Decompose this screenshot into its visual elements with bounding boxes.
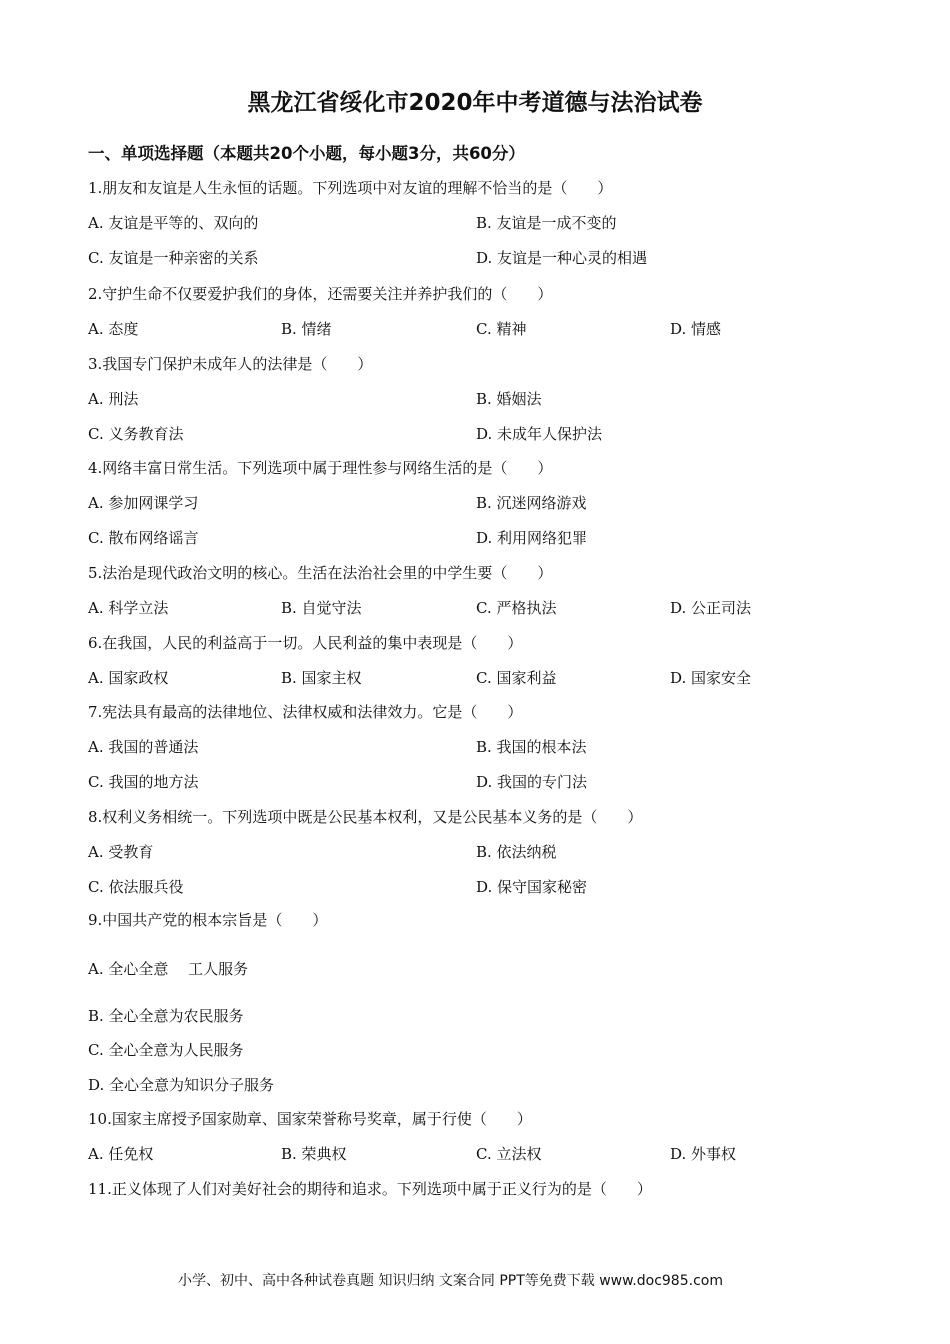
question-4-option-d: D. 利用网络犯罪 — [476, 529, 588, 547]
question-9-option-b: B. 全心全意为农民服务 — [88, 1007, 244, 1025]
question-6-option-c: C. 国家利益 — [476, 669, 557, 687]
question-2-option-d: D. 情感 — [670, 320, 722, 338]
question-3-option-b: B. 婚姻法 — [476, 390, 542, 408]
question-8-option-a: A. 受教育 — [88, 843, 154, 861]
question-6-option-d: D. 国家安全 — [670, 669, 752, 687]
question-8-stem: 8.权利义务相统一。下列选项中既是公民基本权利，又是公民基本义务的是（ ） — [88, 808, 643, 826]
question-3-option-d: D. 未成年人保护法 — [476, 425, 603, 443]
question-4-option-c: C. 散布网络谣言 — [88, 529, 199, 547]
question-11-stem: 11.正义体现了人们对美好社会的期待和追求。下列选项中属于正义行为的是（ ） — [88, 1180, 652, 1198]
question-4-stem: 4.网络丰富日常生活。下列选项中属于理性参与网络生活的是（ ） — [88, 459, 553, 477]
question-10-option-d: D. 外事权 — [670, 1145, 737, 1163]
question-8-option-d: D. 保守国家秘密 — [476, 878, 588, 896]
question-2-stem: 2.守护生命不仅要爱护我们的身体，还需要关注并养护我们的（ ） — [88, 285, 553, 303]
question-7-stem: 7.宪法具有最高的法律地位、法律权威和法律效力。它是（ ） — [88, 703, 523, 721]
question-1-stem: 1.朋友和友谊是人生永恒的话题。下列选项中对友谊的理解不恰当的是（ ） — [88, 179, 613, 197]
question-9-option-a: A. 全心全意 工人服务 — [88, 960, 249, 978]
question-4-option-a: A. 参加网课学习 — [88, 494, 199, 512]
question-7-option-b: B. 我国的根本法 — [476, 738, 587, 756]
question-7-option-a: A. 我国的普通法 — [88, 738, 199, 756]
question-1-option-b: B. 友谊是一成不变的 — [476, 214, 617, 232]
question-3-option-a: A. 刑法 — [88, 390, 139, 408]
page-title: 黑龙江省绥化市2020年中考道德与法治试卷 — [247, 90, 703, 116]
question-9-option-d: D. 全心全意为知识分子服务 — [88, 1076, 275, 1094]
question-5-option-b: B. 自觉守法 — [281, 599, 362, 617]
question-10-option-b: B. 荣典权 — [281, 1145, 347, 1163]
question-4-option-b: B. 沉迷网络游戏 — [476, 494, 587, 512]
question-5-stem: 5.法治是现代政治文明的核心。生活在法治社会里的中学生要（ ） — [88, 564, 553, 582]
question-7-option-d: D. 我国的专门法 — [476, 773, 588, 791]
question-8-option-c: C. 依法服兵役 — [88, 878, 184, 896]
section-heading: 一、单项选择题（本题共20个小题，每小题3分，共60分） — [88, 144, 525, 163]
question-1-option-a: A. 友谊是平等的、双向的 — [88, 214, 259, 232]
question-10-stem: 10.国家主席授予国家勋章、国家荣誉称号奖章，属于行使（ ） — [88, 1110, 532, 1128]
question-1-option-d: D. 友谊是一种心灵的相遇 — [476, 249, 648, 267]
question-5-option-d: D. 公正司法 — [670, 599, 752, 617]
question-5-option-c: C. 严格执法 — [476, 599, 557, 617]
question-3-stem: 3.我国专门保护未成年人的法律是（ ） — [88, 355, 373, 373]
question-2-option-a: A. 态度 — [88, 320, 139, 338]
question-8-option-b: B. 依法纳税 — [476, 843, 557, 861]
question-3-option-c: C. 义务教育法 — [88, 425, 184, 443]
footer-text: 小学、初中、高中各种试卷真题 知识归纳 文案合同 PPT等免费下载 www.doc985.com — [178, 1273, 723, 1289]
question-2-option-c: C. 精神 — [476, 320, 527, 338]
question-10-option-a: A. 任免权 — [88, 1145, 154, 1163]
question-6-option-a: A. 国家政权 — [88, 669, 169, 687]
question-10-option-c: C. 立法权 — [476, 1145, 542, 1163]
question-7-option-c: C. 我国的地方法 — [88, 773, 199, 791]
question-9-stem: 9.中国共产党的根本宗旨是（ ） — [88, 911, 328, 929]
question-6-option-b: B. 国家主权 — [281, 669, 362, 687]
question-2-option-b: B. 情绪 — [281, 320, 332, 338]
question-1-option-c: C. 友谊是一种亲密的关系 — [88, 249, 259, 267]
question-9-option-c: C. 全心全意为人民服务 — [88, 1041, 244, 1059]
question-6-stem: 6.在我国，人民的利益高于一切。人民利益的集中表现是（ ） — [88, 634, 523, 652]
question-5-option-a: A. 科学立法 — [88, 599, 169, 617]
